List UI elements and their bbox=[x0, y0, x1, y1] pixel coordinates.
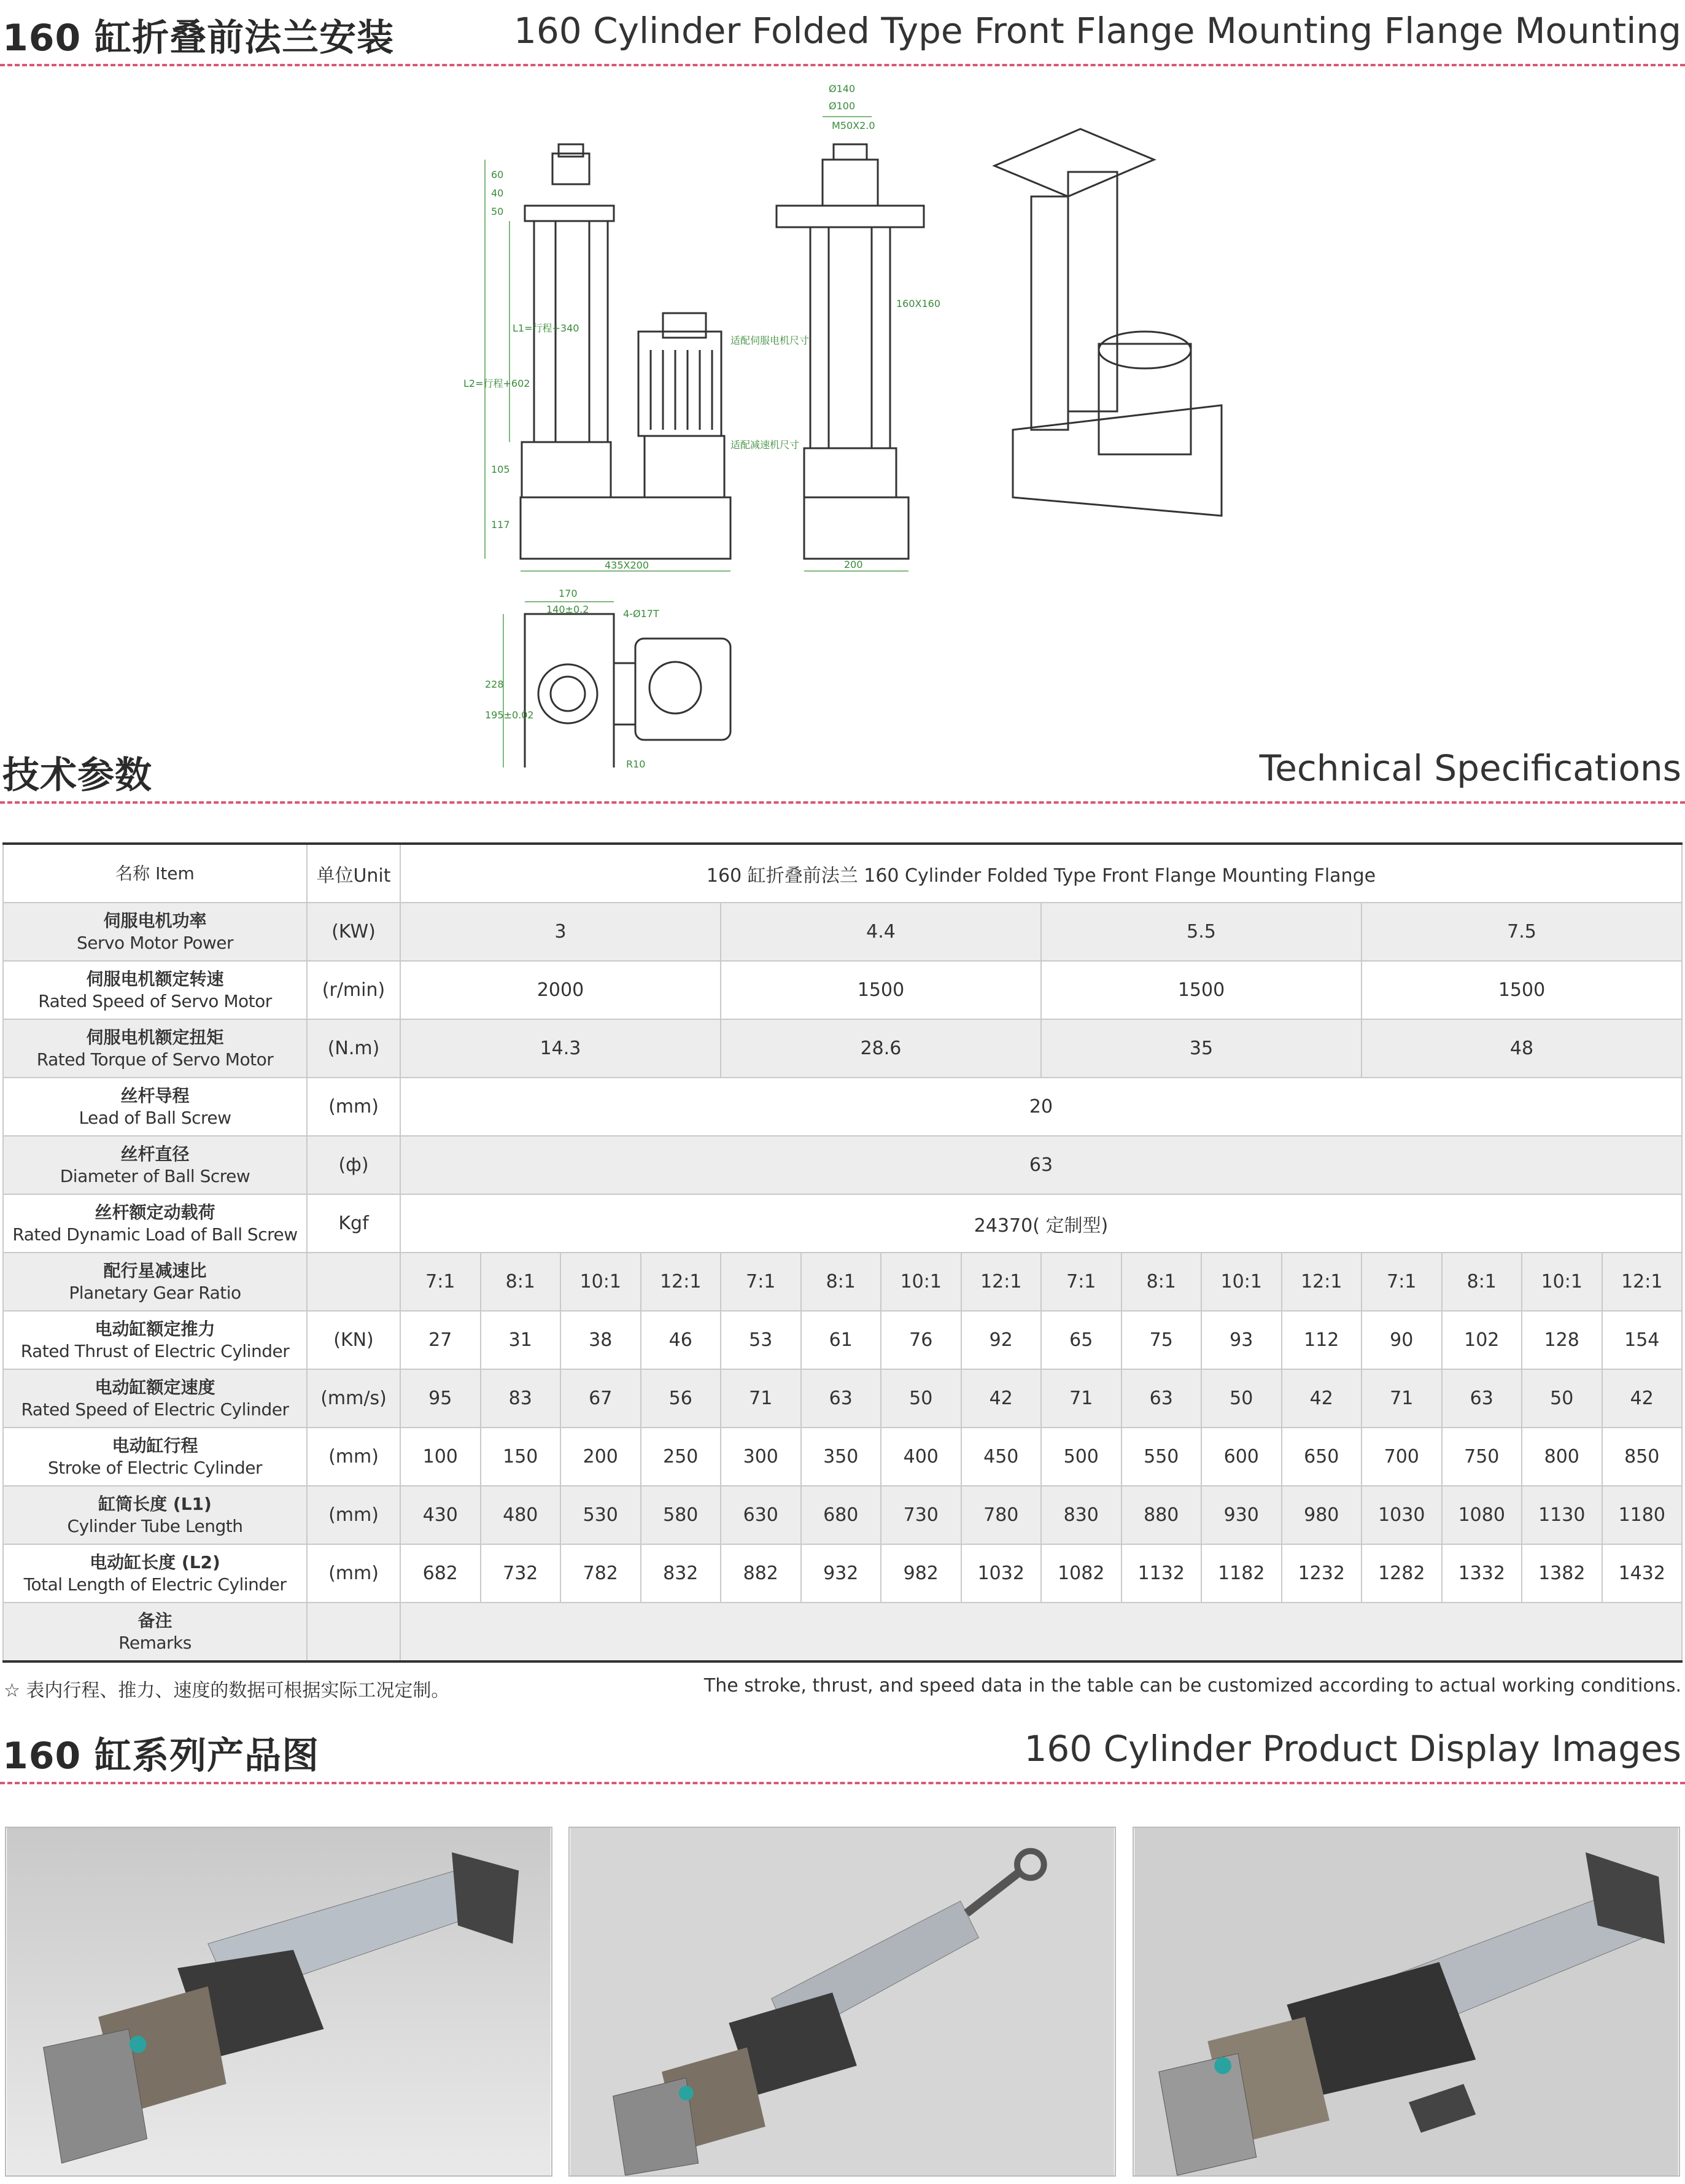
table-cell: 1032 bbox=[961, 1544, 1042, 1603]
table-cell: 650 bbox=[1282, 1428, 1362, 1486]
section-title-zh: 160 缸系列产品图 bbox=[2, 1735, 320, 1778]
table-cell: 1082 bbox=[1041, 1544, 1121, 1603]
table-cell: 48 bbox=[1362, 1019, 1682, 1078]
table-cell: 12:1 bbox=[641, 1253, 721, 1311]
dim-label: Ø140 bbox=[829, 83, 856, 95]
row-label-zh: 丝杆直径 bbox=[120, 1143, 190, 1164]
row-label bbox=[3, 961, 307, 1019]
table-cell: 150 bbox=[481, 1428, 561, 1486]
table-cell: 42 bbox=[1602, 1369, 1683, 1428]
section-title-zh: 技术参数 bbox=[2, 754, 152, 797]
dim-label: 160X160 bbox=[896, 298, 941, 309]
table-cell: 3 bbox=[400, 903, 721, 961]
row-label-zh: 伺服电机功率 bbox=[103, 910, 207, 931]
table-cell: 1182 bbox=[1201, 1544, 1282, 1603]
side-view-drawing bbox=[521, 129, 1222, 768]
table-cell: 95 bbox=[400, 1369, 481, 1428]
table-cell: 128 bbox=[1522, 1311, 1602, 1369]
table-cell: 1282 bbox=[1362, 1544, 1442, 1603]
table-cell: 882 bbox=[721, 1544, 801, 1603]
table-cell: 480 bbox=[481, 1486, 561, 1544]
row-label bbox=[3, 1428, 307, 1486]
row-label-en: Total Length of Electric Cylinder bbox=[23, 1574, 287, 1595]
row-unit: (mm) bbox=[307, 1428, 400, 1486]
table-cell: 10:1 bbox=[1522, 1253, 1602, 1311]
table-cell: 154 bbox=[1602, 1311, 1683, 1369]
row-label bbox=[3, 1603, 307, 1661]
table-row bbox=[3, 1544, 1682, 1603]
header-item: 名称 Item bbox=[3, 844, 307, 903]
table-cell: 1432 bbox=[1602, 1544, 1683, 1603]
dim-label: 195±0.02 bbox=[485, 709, 534, 721]
table-cell: 730 bbox=[881, 1486, 961, 1544]
row-label-zh: 丝杆额定动载荷 bbox=[95, 1202, 215, 1222]
row-label-zh: 备注 bbox=[138, 1610, 172, 1631]
section-header-products bbox=[0, 1727, 1685, 1782]
dim-label: L1=行程+340 bbox=[513, 322, 579, 334]
table-cell: 550 bbox=[1121, 1428, 1202, 1486]
row-label-en: Rated Speed of Servo Motor bbox=[38, 990, 272, 1011]
table-cell: 2000 bbox=[400, 961, 721, 1019]
table-cell: 1080 bbox=[1442, 1486, 1522, 1544]
row-label-en: Rated Torque of Servo Motor bbox=[36, 1049, 274, 1070]
row-label-en: Lead of Ball Screw bbox=[79, 1107, 231, 1128]
dim-label: R10 bbox=[626, 758, 646, 768]
table-cell: 4.4 bbox=[721, 903, 1041, 961]
row-label-en: Rated Thrust of Electric Cylinder bbox=[20, 1340, 290, 1361]
table-cell: 112 bbox=[1282, 1311, 1362, 1369]
table-cell: 930 bbox=[1201, 1486, 1282, 1544]
table-cell: 980 bbox=[1282, 1486, 1362, 1544]
table-cell: 982 bbox=[881, 1544, 961, 1603]
table-cell: 400 bbox=[881, 1428, 961, 1486]
table-cell: 42 bbox=[961, 1369, 1042, 1428]
table-cell: 38 bbox=[560, 1311, 641, 1369]
dim-label: Ø100 bbox=[829, 100, 856, 112]
table-cell: 67 bbox=[560, 1369, 641, 1428]
dim-label: 60 bbox=[491, 169, 504, 181]
table-cell: 1500 bbox=[1041, 961, 1362, 1019]
table-cell: 250 bbox=[641, 1428, 721, 1486]
row-label bbox=[3, 1253, 307, 1311]
table-row bbox=[3, 1428, 1682, 1486]
table-cell: 7:1 bbox=[400, 1253, 481, 1311]
table-cell: 680 bbox=[801, 1486, 881, 1544]
table-cell: 56 bbox=[641, 1369, 721, 1428]
table-row bbox=[3, 1136, 1682, 1194]
table-cell: 530 bbox=[560, 1486, 641, 1544]
table-cell: 35 bbox=[1041, 1019, 1362, 1078]
section-divider bbox=[0, 1782, 1685, 1784]
row-label-en: Servo Motor Power bbox=[76, 932, 234, 953]
table-cell: 1180 bbox=[1602, 1486, 1683, 1544]
table-cell: 630 bbox=[721, 1486, 801, 1544]
row-label bbox=[3, 1486, 307, 1544]
table-cell: 500 bbox=[1041, 1428, 1121, 1486]
row-unit: (KW) bbox=[307, 903, 400, 961]
dimension-labels bbox=[463, 83, 940, 768]
dim-label: L2=行程+602 bbox=[463, 378, 530, 389]
table-cell: 832 bbox=[641, 1544, 721, 1603]
table-cell: 450 bbox=[961, 1428, 1042, 1486]
row-unit: (mm) bbox=[307, 1078, 400, 1136]
table-row bbox=[3, 903, 1682, 961]
row-label bbox=[3, 1369, 307, 1428]
table-cell: 31 bbox=[481, 1311, 561, 1369]
row-label-zh: 电动缸长度 (L2) bbox=[90, 1552, 220, 1572]
table-cell: 1500 bbox=[1362, 961, 1682, 1019]
header-model: 160 缸折叠前法兰 160 Cylinder Folded Type Front Flange Mounting Flange bbox=[400, 844, 1682, 903]
table-cell: 10:1 bbox=[881, 1253, 961, 1311]
table-cell: 93 bbox=[1201, 1311, 1282, 1369]
dim-label: 适配伺服电机尺寸 bbox=[730, 335, 810, 346]
table-cell: 7:1 bbox=[721, 1253, 801, 1311]
table-cell: 63 bbox=[1442, 1369, 1522, 1428]
row-label-en: Stroke of Electric Cylinder bbox=[47, 1457, 263, 1478]
product-image-3 bbox=[1133, 1827, 1680, 2177]
table-row bbox=[3, 1019, 1682, 1078]
table-cell: 50 bbox=[1522, 1369, 1602, 1428]
table-row bbox=[3, 961, 1682, 1019]
table-cell: 71 bbox=[1362, 1369, 1442, 1428]
row-unit: (mm) bbox=[307, 1544, 400, 1603]
table-cell: 100 bbox=[400, 1428, 481, 1486]
row-unit: (KN) bbox=[307, 1311, 400, 1369]
table-cell: 42 bbox=[1282, 1369, 1362, 1428]
table-cell: 71 bbox=[1041, 1369, 1121, 1428]
row-unit: Kgf bbox=[307, 1194, 400, 1253]
table-cell: 71 bbox=[721, 1369, 801, 1428]
row-label-zh: 电动缸额定推力 bbox=[95, 1318, 215, 1339]
dim-label: 4-Ø17T bbox=[623, 608, 659, 620]
table-cell: 10:1 bbox=[560, 1253, 641, 1311]
dim-label: 40 bbox=[491, 187, 504, 199]
section-divider bbox=[0, 64, 1685, 66]
table-cell: 7:1 bbox=[1041, 1253, 1121, 1311]
section-header-specs bbox=[0, 746, 1685, 801]
table-cell: 83 bbox=[481, 1369, 561, 1428]
table-cell: 12:1 bbox=[961, 1253, 1042, 1311]
dim-label: 50 bbox=[491, 206, 504, 217]
section-title-zh: 160 缸折叠前法兰安装 bbox=[2, 17, 395, 60]
table-cell: 932 bbox=[801, 1544, 881, 1603]
table-cell: 800 bbox=[1522, 1428, 1602, 1486]
table-cell: 732 bbox=[481, 1544, 561, 1603]
table-cell: 61 bbox=[801, 1311, 881, 1369]
table-row bbox=[3, 1253, 1682, 1311]
table-cell: 12:1 bbox=[1602, 1253, 1683, 1311]
row-unit: (r/min) bbox=[307, 961, 400, 1019]
row-label bbox=[3, 1078, 307, 1136]
dim-label: 105 bbox=[491, 464, 510, 475]
table-cell: 580 bbox=[641, 1486, 721, 1544]
table-cell: 780 bbox=[961, 1486, 1042, 1544]
row-label bbox=[3, 903, 307, 961]
note-en: The stroke, thrust, and speed data in the table can be customized according to actual working conditions. bbox=[703, 1675, 1681, 1696]
table-cell: 830 bbox=[1041, 1486, 1121, 1544]
table-cell: 63 bbox=[400, 1136, 1682, 1194]
table-cell: 50 bbox=[1201, 1369, 1282, 1428]
row-label-zh: 伺服电机额定扭矩 bbox=[86, 1027, 224, 1047]
table-cell: 27 bbox=[400, 1311, 481, 1369]
table-cell: 300 bbox=[721, 1428, 801, 1486]
row-label-zh: 伺服电机额定转速 bbox=[86, 968, 224, 989]
row-unit bbox=[307, 1253, 400, 1311]
row-label-en: Cylinder Tube Length bbox=[67, 1515, 243, 1536]
row-unit: (mm) bbox=[307, 1486, 400, 1544]
table-cell: 782 bbox=[560, 1544, 641, 1603]
table-cell: 75 bbox=[1121, 1311, 1202, 1369]
table-cell: 1382 bbox=[1522, 1544, 1602, 1603]
table-cell: 90 bbox=[1362, 1311, 1442, 1369]
header-unit: 单位Unit bbox=[307, 844, 400, 903]
table-cell: 53 bbox=[721, 1311, 801, 1369]
table-row bbox=[3, 1078, 1682, 1136]
dim-label: 140±0.2 bbox=[546, 604, 589, 615]
section-divider bbox=[0, 801, 1685, 804]
row-label bbox=[3, 1019, 307, 1078]
table-cell: 92 bbox=[961, 1311, 1042, 1369]
table-cell: 850 bbox=[1602, 1428, 1683, 1486]
row-label-zh: 电动缸额定速度 bbox=[95, 1377, 215, 1397]
table-cell: 28.6 bbox=[721, 1019, 1041, 1078]
row-label-en: Rated Dynamic Load of Ball Screw bbox=[12, 1224, 298, 1245]
table-cell: 600 bbox=[1201, 1428, 1282, 1486]
table-row bbox=[3, 1486, 1682, 1544]
section-header-drawing bbox=[0, 9, 1685, 64]
table-cell: 700 bbox=[1362, 1428, 1442, 1486]
product-image-1 bbox=[5, 1827, 552, 2177]
table-cell: 7.5 bbox=[1362, 903, 1682, 961]
table-cell: 76 bbox=[881, 1311, 961, 1369]
dim-label: M50X2.0 bbox=[832, 120, 875, 131]
table-cell: 50 bbox=[881, 1369, 961, 1428]
product-image-2 bbox=[568, 1827, 1116, 2177]
table-cell: 1130 bbox=[1522, 1486, 1602, 1544]
table-cell: 350 bbox=[801, 1428, 881, 1486]
table-cell: 8:1 bbox=[1121, 1253, 1202, 1311]
table-cell: 1232 bbox=[1282, 1544, 1362, 1603]
table-cell: 14.3 bbox=[400, 1019, 721, 1078]
dim-label: 117 bbox=[491, 519, 510, 530]
table-cell: 8:1 bbox=[801, 1253, 881, 1311]
table-row bbox=[3, 1194, 1682, 1253]
row-unit: (mm/s) bbox=[307, 1369, 400, 1428]
table-cell: 8:1 bbox=[1442, 1253, 1522, 1311]
table-cell: 682 bbox=[400, 1544, 481, 1603]
table-cell: 20 bbox=[400, 1078, 1682, 1136]
table-cell: 750 bbox=[1442, 1428, 1522, 1486]
table-row bbox=[3, 1311, 1682, 1369]
dim-label: 435X200 bbox=[605, 559, 649, 571]
dim-label: 200 bbox=[844, 559, 863, 570]
row-unit: (ф) bbox=[307, 1136, 400, 1194]
table-cell: 102 bbox=[1442, 1311, 1522, 1369]
section-title-en: 160 Cylinder Folded Type Front Flange Mounting Flange Mounting bbox=[514, 10, 1681, 52]
row-label bbox=[3, 1194, 307, 1253]
section-title-en: 160 Cylinder Product Display Images bbox=[1024, 1728, 1681, 1770]
table-row bbox=[3, 1369, 1682, 1428]
row-label-zh: 配行星减速比 bbox=[103, 1260, 207, 1281]
table-cell: 5.5 bbox=[1041, 903, 1362, 961]
table-row bbox=[3, 1603, 1682, 1661]
table-cell: 1132 bbox=[1121, 1544, 1202, 1603]
row-label-en: Diameter of Ball Screw bbox=[60, 1165, 250, 1186]
table-cell bbox=[400, 1603, 1682, 1661]
table-cell: 24370( 定制型) bbox=[400, 1194, 1682, 1253]
dim-label: 228 bbox=[485, 678, 504, 690]
row-label bbox=[3, 1311, 307, 1369]
table-cell: 46 bbox=[641, 1311, 721, 1369]
table-cell: 200 bbox=[560, 1428, 641, 1486]
table-cell: 63 bbox=[1121, 1369, 1202, 1428]
table-cell: 7:1 bbox=[1362, 1253, 1442, 1311]
row-unit bbox=[307, 1603, 400, 1661]
row-label-zh: 电动缸行程 bbox=[112, 1435, 198, 1456]
technical-drawings bbox=[0, 68, 1685, 768]
row-label-en: Remarks bbox=[118, 1632, 192, 1653]
dim-label: 170 bbox=[559, 588, 578, 599]
table-cell: 1500 bbox=[721, 961, 1041, 1019]
row-label-en: Planetary Gear Ratio bbox=[69, 1282, 241, 1303]
table-header-row bbox=[3, 844, 1682, 903]
spec-table bbox=[2, 842, 1683, 1663]
section-title-en: Technical Specifications bbox=[1259, 747, 1681, 789]
table-cell: 880 bbox=[1121, 1486, 1202, 1544]
table-cell: 10:1 bbox=[1201, 1253, 1282, 1311]
row-label-en: Rated Speed of Electric Cylinder bbox=[21, 1399, 289, 1420]
row-label bbox=[3, 1136, 307, 1194]
row-label-zh: 缸筒长度 (L1) bbox=[98, 1493, 212, 1514]
table-cell: 1332 bbox=[1442, 1544, 1522, 1603]
table-cell: 12:1 bbox=[1282, 1253, 1362, 1311]
row-label bbox=[3, 1544, 307, 1603]
table-cell: 63 bbox=[801, 1369, 881, 1428]
dim-label: 适配减速机尺寸 bbox=[730, 439, 800, 451]
table-cell: 8:1 bbox=[481, 1253, 561, 1311]
row-unit: (N.m) bbox=[307, 1019, 400, 1078]
row-label-zh: 丝杆导程 bbox=[120, 1085, 190, 1106]
table-cell: 1030 bbox=[1362, 1486, 1442, 1544]
table-cell: 65 bbox=[1041, 1311, 1121, 1369]
table-cell: 430 bbox=[400, 1486, 481, 1544]
note-zh: ☆ 表内行程、推力、速度的数据可根据实际工况定制。 bbox=[4, 1680, 450, 1701]
